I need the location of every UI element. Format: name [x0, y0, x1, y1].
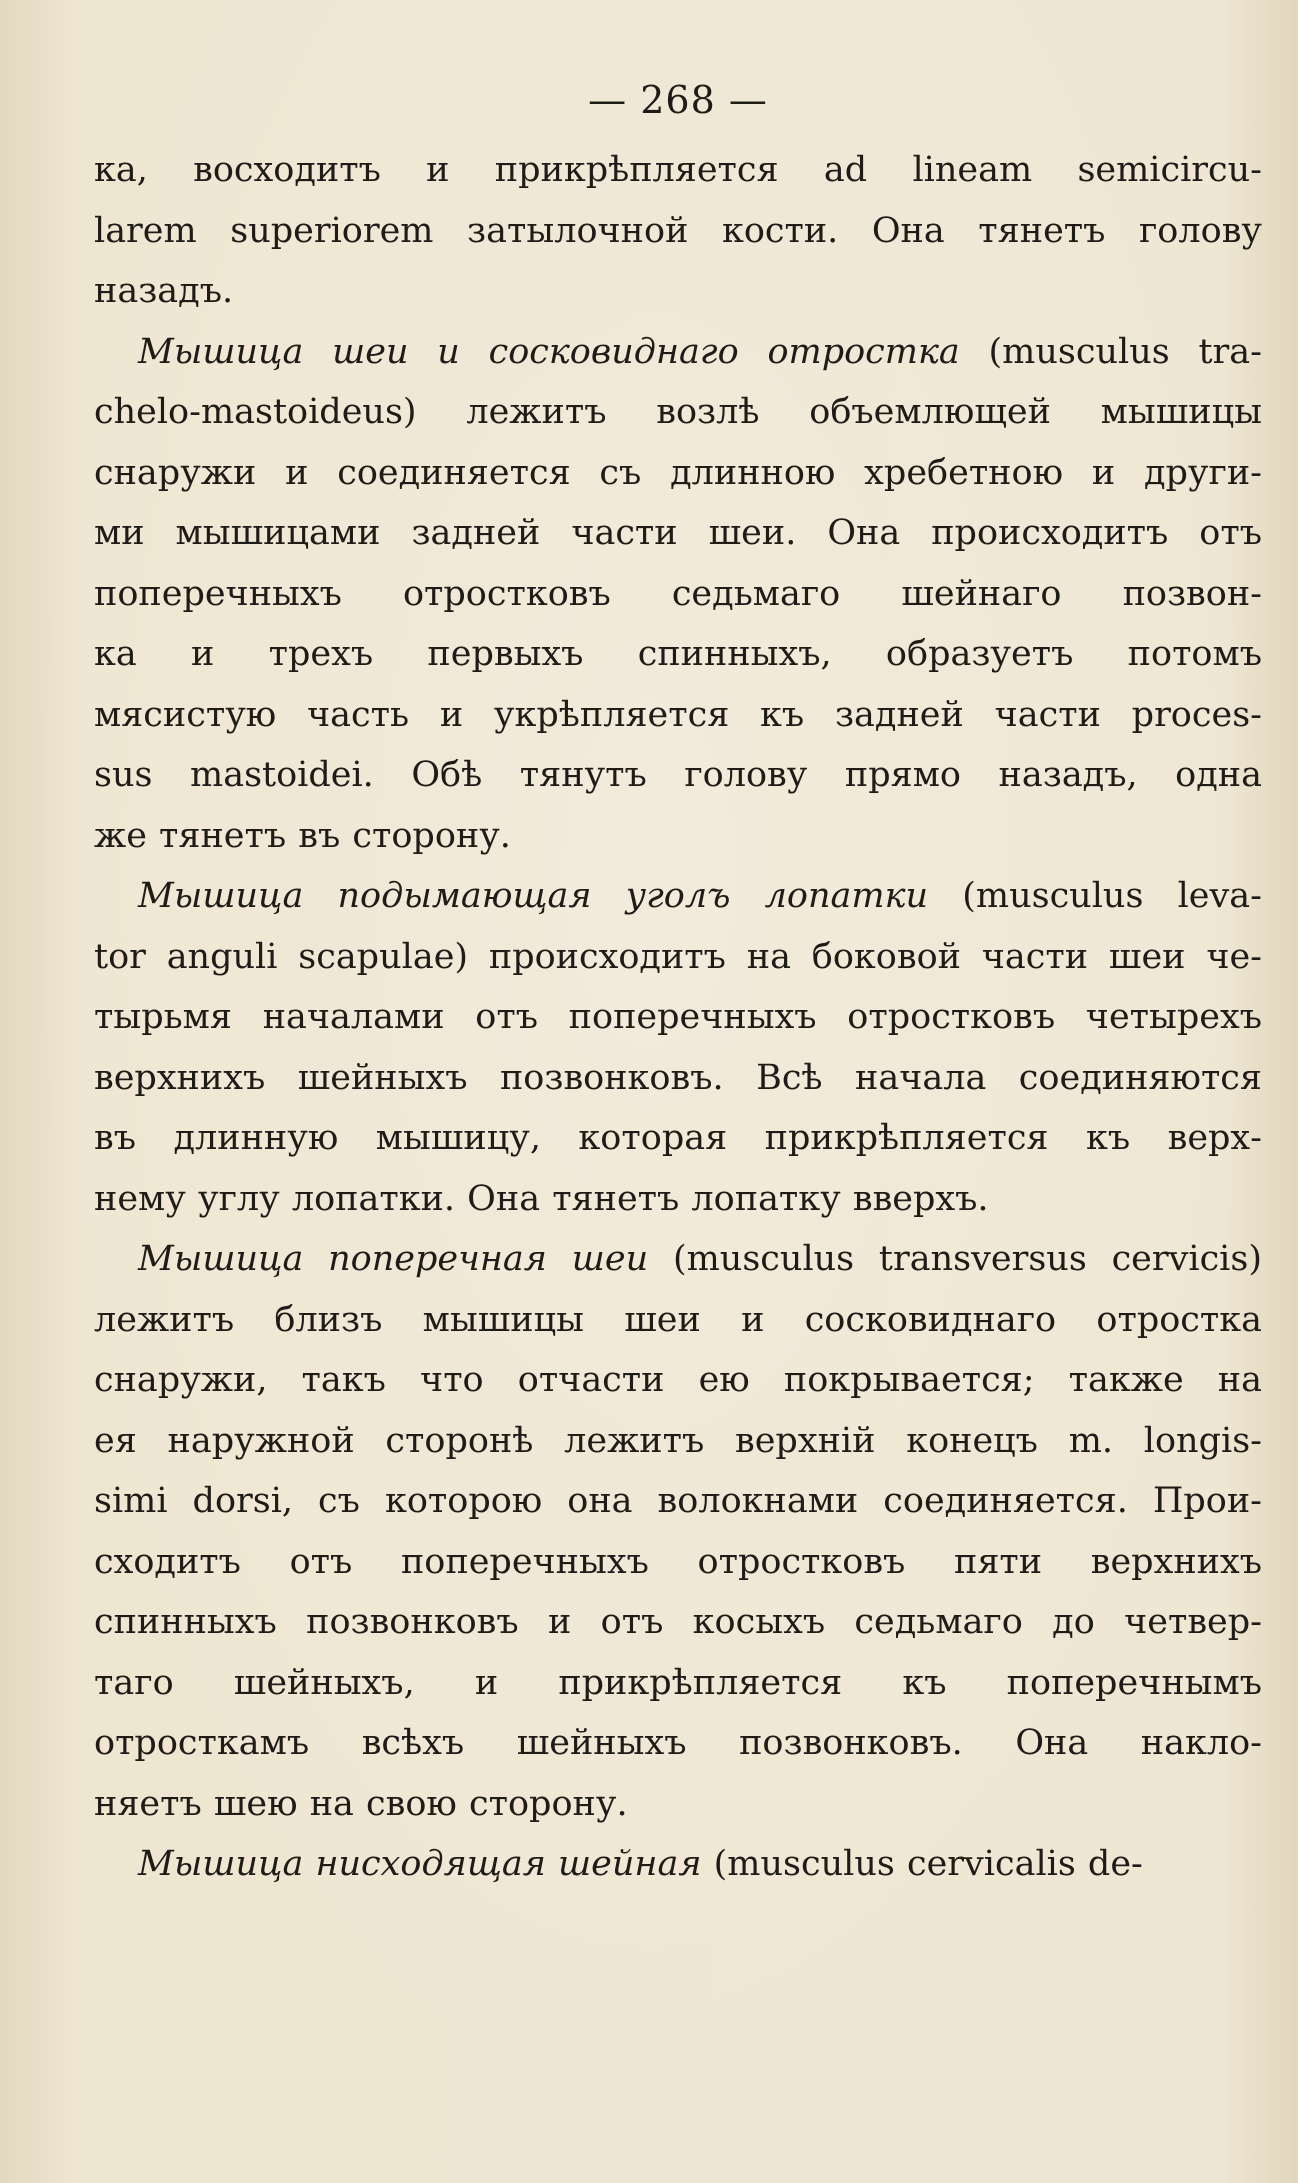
line-text: снаружи, такъ что отчасти ею покрывается; также на	[94, 1360, 1262, 1400]
line-text: ка, восходитъ и прикрѣпляется ad lineam semicircu-	[94, 150, 1262, 190]
paragraph	[94, 1834, 1262, 1895]
line-text: отросткамъ всѣхъ шейныхъ позвонковъ. Она накло-	[94, 1723, 1262, 1763]
text-line	[94, 1834, 1262, 1895]
paragraph	[94, 140, 1262, 322]
line-text: таго шейныхъ, и прикрѣпляется къ поперечнымъ	[94, 1662, 1262, 1703]
text-line	[94, 624, 1262, 685]
text-line	[94, 382, 1262, 443]
line-text: ка и трехъ первыхъ спинныхъ, образуетъ потомъ	[94, 634, 1262, 674]
line-text: верхнихъ шейныхъ позвонковъ. Всѣ начала соединяются	[94, 1057, 1262, 1098]
page-text	[94, 140, 1262, 1895]
text-line	[94, 685, 1262, 746]
line-text: tor anguli scapulae) происходитъ на боковой части шеи че-	[94, 936, 1262, 977]
line-text: же тянетъ въ сторону.	[94, 815, 511, 856]
text-line	[94, 745, 1262, 806]
text-line	[94, 1169, 1262, 1230]
text-line	[94, 1350, 1262, 1411]
line-text: назадъ.	[94, 271, 234, 311]
line-text: larem superiorem затылочной кости. Она тянетъ голову	[94, 210, 1262, 251]
text-line	[94, 1048, 1262, 1109]
text-line	[94, 806, 1262, 867]
text-line	[94, 1713, 1262, 1774]
line-text: sus mastoidei. Обѣ тянутъ голову прямо назадъ, одна	[94, 755, 1262, 795]
muscle-term: Мышица подымающая уголъ лопатки	[138, 876, 929, 916]
text-line	[94, 503, 1262, 564]
muscle-term: Мышица шеи и сосковиднаго отростка	[138, 331, 960, 372]
muscle-term: Мышица поперечная шеи	[138, 1239, 649, 1279]
text-line	[94, 140, 1262, 201]
paragraph	[94, 1229, 1262, 1834]
text-line	[94, 564, 1262, 625]
line-text: нему углу лопатки. Она тянетъ лопатку вверхъ.	[94, 1178, 989, 1219]
paragraph	[94, 322, 1262, 867]
text-line	[94, 1108, 1262, 1169]
line-text: ея наружной сторонѣ лежитъ верхній конецъ m. longis-	[94, 1420, 1262, 1461]
text-line	[94, 261, 1262, 322]
line-text: (musculus transversus cervicis)	[648, 1239, 1262, 1279]
line-text: лежитъ близъ мышицы шеи и сосковиднаго отростка	[94, 1299, 1262, 1340]
line-text: мясистую часть и укрѣпляется къ задней части proces-	[94, 694, 1262, 735]
muscle-term: Мышица нисходящая шейная	[138, 1844, 702, 1884]
line-text: simi dorsi, съ которою она волокнами соединяется. Прои-	[94, 1481, 1262, 1521]
text-line	[94, 866, 1262, 927]
line-text: ми мышицами задней части шеи. Она происходитъ отъ	[94, 513, 1262, 553]
line-text: (musculus leva-	[928, 876, 1262, 916]
line-text: (musculus cervicalis de-	[701, 1844, 1143, 1884]
text-line	[94, 1229, 1262, 1290]
text-line	[94, 987, 1262, 1048]
text-line	[94, 1290, 1262, 1351]
text-line	[94, 1532, 1262, 1593]
text-line	[94, 443, 1262, 504]
line-text: тырьмя началами отъ поперечныхъ отростковъ четырехъ	[94, 997, 1262, 1037]
text-line	[94, 1774, 1262, 1835]
text-line	[94, 1471, 1262, 1532]
text-line	[94, 201, 1262, 262]
page-number: — 268 —	[588, 78, 768, 122]
text-line	[94, 322, 1262, 383]
paragraph	[94, 866, 1262, 1229]
line-text: въ длинную мышицу, которая прикрѣпляется къ верх-	[94, 1118, 1262, 1158]
line-text: няетъ шею на свою сторону.	[94, 1783, 628, 1824]
line-text: поперечныхъ отростковъ седьмаго шейнаго позвон-	[94, 573, 1262, 614]
line-text: спинныхъ позвонковъ и отъ косыхъ седьмаго до четвер-	[94, 1602, 1262, 1642]
line-text: chelo-mastoideus) лежитъ возлѣ объемлющей мышицы	[94, 392, 1262, 432]
text-line	[94, 1592, 1262, 1653]
text-line	[94, 1411, 1262, 1472]
text-line	[94, 1653, 1262, 1714]
line-text: снаружи и соединяется съ длинною хребетною и други-	[94, 452, 1262, 493]
line-text: сходитъ отъ поперечныхъ отростковъ пяти верхнихъ	[94, 1541, 1262, 1582]
text-line	[94, 927, 1262, 988]
line-text: (musculus tra-	[959, 331, 1262, 372]
